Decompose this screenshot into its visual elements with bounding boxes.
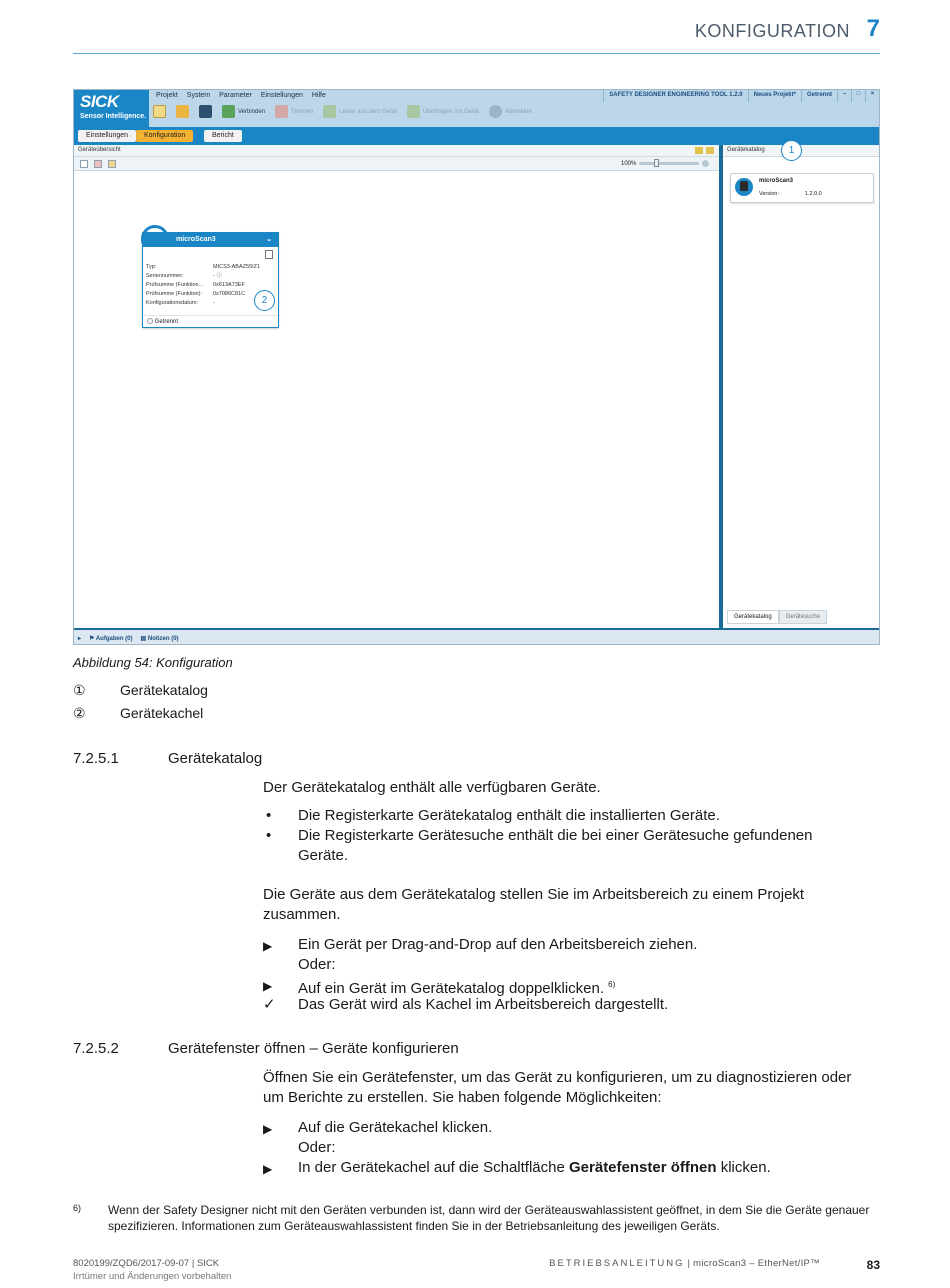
- transfer-icon: [407, 105, 420, 118]
- footer-doc-id: 8020199/ZQD6/2017-09-07 | SICK: [73, 1258, 220, 1269]
- step-marker: ▶: [263, 939, 273, 953]
- tile-device-name: microScan3: [176, 236, 216, 243]
- app-topbar: [74, 90, 879, 127]
- tile-row-key: Prüfsumme (Funktion...: [146, 282, 204, 288]
- minimize-button[interactable]: –: [837, 90, 851, 102]
- section1-paragraph: Die Geräte aus dem Gerätekatalog stellen Sie im Arbeitsbereich zu einem Projekt zusammen.: [263, 886, 805, 923]
- connection-status: Getrennt: [801, 90, 837, 102]
- open-device-window-icon[interactable]: [265, 250, 273, 259]
- tile-row-key: Seriennummer:: [146, 273, 184, 279]
- crumb-einstellungen[interactable]: Einstellungen: [78, 130, 136, 142]
- catalog-pane: [723, 145, 880, 628]
- footer-manual: [549, 1258, 820, 1269]
- step-text: Auf die Gerätekachel klicken.: [298, 1119, 493, 1136]
- crumb-bericht[interactable]: Bericht: [204, 130, 242, 142]
- bullet-text: Die Registerkarte Gerätesuche enthält die bei einer Gerätesuche gefundenen Geräte.: [298, 827, 813, 864]
- catalog-version: [759, 191, 822, 197]
- tile-status-label: Getrennt: [154, 319, 179, 325]
- tile-row: [146, 263, 278, 272]
- app-title: SAFETY DESIGNER ENGINEERING TOOL 1.2.0: [603, 90, 747, 102]
- disconnect-button[interactable]: [275, 105, 313, 118]
- project-name: Neues Projekt*: [748, 90, 801, 102]
- read-from-device-button[interactable]: [323, 105, 397, 118]
- result-item: [263, 995, 863, 1015]
- overview-tools: [74, 157, 719, 171]
- step-item: [263, 1158, 863, 1178]
- logo-sub: Sensor Intelligence.: [80, 113, 147, 120]
- footnote-ref[interactable]: 6): [608, 980, 616, 989]
- step-text: Ein Gerät per Drag-and-Drop auf den Arbeitsbereich ziehen.: [298, 936, 698, 953]
- section-number: 7.2.5.2: [73, 1040, 119, 1057]
- step-text-post: klicken.: [716, 1159, 771, 1176]
- connect-button[interactable]: [222, 105, 265, 118]
- save-project-button[interactable]: [199, 105, 212, 118]
- note-add-icon[interactable]: [706, 147, 714, 154]
- tile-row-value: -: [213, 300, 215, 306]
- chapter-number: 7: [866, 15, 880, 42]
- logout-label: Abmelden: [504, 108, 532, 115]
- section1-intro: Der Gerätekatalog enthält alle verfügbaren Geräte.: [263, 779, 601, 796]
- tile-row-value: - ⓘ: [213, 273, 222, 279]
- version-label: Version:: [759, 191, 779, 197]
- step-marker: ▶: [263, 979, 273, 993]
- menu-system[interactable]: System: [186, 92, 211, 99]
- notes-tab[interactable]: ▤ Notizen (0): [140, 635, 179, 642]
- title-info: [603, 90, 879, 102]
- catalog-device-name: microScan3: [759, 178, 794, 184]
- catalog-title: Gerätekatalog: [727, 147, 765, 153]
- tile-row-value: 0x613A73EF: [213, 282, 245, 288]
- section-heading: [73, 1040, 459, 1057]
- zoom-thumb[interactable]: [654, 159, 659, 167]
- menu-einstellungen[interactable]: Einstellungen: [260, 92, 303, 99]
- step-marker: ▶: [263, 1162, 273, 1176]
- step-item: [263, 935, 863, 975]
- chevron-down-icon[interactable]: ⌄: [266, 236, 272, 243]
- step-item: [263, 1118, 863, 1158]
- software-screenshot: [73, 89, 880, 645]
- tile-row-value: MICS3-ABAZ55IZ1: [213, 264, 261, 270]
- menu-parameter[interactable]: Parameter: [219, 92, 252, 99]
- legend-item: [73, 682, 208, 699]
- footnote-mark: 6): [73, 1203, 82, 1213]
- catalog-tabs: [727, 610, 827, 624]
- step-text-bold: Gerätefenster öffnen: [569, 1159, 717, 1176]
- tile-view-icon[interactable]: [80, 160, 88, 168]
- toolbar: [153, 105, 532, 118]
- zoom-slider[interactable]: [639, 162, 699, 165]
- check-icon: ✓: [263, 996, 276, 1013]
- bullet-text: Die Registerkarte Gerätekatalog enthält die installierten Geräte.: [298, 807, 720, 824]
- delete-icon[interactable]: [94, 160, 102, 168]
- breadcrumb: [74, 127, 879, 145]
- legend-label: Gerätekatalog: [120, 682, 208, 698]
- read-label: Lesen aus dem Gerät: [339, 108, 397, 115]
- tab-geraetekatalog[interactable]: Gerätekatalog: [727, 610, 779, 624]
- callout-2: 2: [254, 290, 275, 311]
- open-project-button[interactable]: [176, 105, 189, 118]
- section-title: Gerätefenster öffnen – Geräte konfigurieren: [168, 1040, 459, 1057]
- zoom-control: [621, 160, 709, 167]
- tab-geraetesuche[interactable]: Gerätesuche: [779, 610, 827, 624]
- transfer-label: Übertragen ins Gerät: [422, 108, 479, 115]
- tile-row: [146, 272, 278, 281]
- read-icon: [323, 105, 336, 118]
- zoom-level: 100%: [621, 160, 637, 167]
- tasks-label: Aufgaben (0): [95, 635, 133, 642]
- bullet-item: [263, 826, 863, 866]
- overview-title: Geräteübersicht: [78, 147, 121, 153]
- menu-projekt[interactable]: Projekt: [156, 92, 178, 99]
- tile-row-key: Typ:: [146, 264, 157, 270]
- connect-icon: [222, 105, 235, 118]
- bullet-marker: •: [266, 827, 272, 844]
- menu-bar: [156, 92, 326, 99]
- add-device-icon[interactable]: [108, 160, 116, 168]
- device-overview-pane: [74, 145, 719, 628]
- sick-logo: [74, 90, 149, 127]
- footer-manual-label: BETRIEBSANLEITUNG: [549, 1258, 685, 1269]
- callout-1: 1: [781, 140, 802, 161]
- tile-status: [143, 315, 278, 327]
- legend-marker: ②: [73, 705, 86, 721]
- legend-item: [73, 705, 203, 722]
- new-project-button[interactable]: [153, 105, 166, 118]
- section-number: 7.2.5.1: [73, 750, 119, 767]
- notes-label: Notizen (0): [147, 635, 179, 642]
- folder-icon: [176, 105, 189, 118]
- disconnect-label: Trennen: [291, 108, 314, 115]
- tile-row: [146, 281, 278, 290]
- overview-header: [74, 145, 719, 157]
- figure-caption: Abbildung 54: Konfiguration: [73, 655, 233, 670]
- legend-label: Gerätekachel: [120, 705, 204, 721]
- section-heading: [73, 750, 262, 767]
- close-button[interactable]: ×: [865, 90, 879, 102]
- user-icon: [489, 105, 502, 118]
- transfer-to-device-button[interactable]: [407, 105, 479, 118]
- bullet-marker: •: [266, 807, 272, 824]
- tile-row-key: Prüfsumme (Funktion):: [146, 291, 202, 297]
- zoom-fit-icon[interactable]: [702, 160, 709, 167]
- tile-row-value: 0x7086C81C: [213, 291, 246, 297]
- chapter-title: KONFIGURATION: [694, 21, 850, 41]
- tasks-tab[interactable]: ⚑ Aufgaben (0): [89, 635, 133, 642]
- step-oder: Oder:: [298, 1139, 336, 1156]
- logout-button[interactable]: [489, 105, 532, 118]
- step-oder: Oder:: [298, 956, 336, 973]
- page-number: 83: [866, 1258, 880, 1272]
- tile-row-key: Konfigurationsdatum:: [146, 300, 198, 306]
- result-text: Das Gerät wird als Kachel im Arbeitsbereich dargestellt.: [298, 996, 669, 1013]
- page-header: [73, 14, 880, 54]
- version-value: 1.2.0.0: [804, 191, 822, 197]
- expand-icon[interactable]: ▸: [78, 635, 82, 642]
- maximize-button[interactable]: □: [851, 90, 865, 102]
- bullet-item: [263, 806, 863, 826]
- section-title: Gerätekatalog: [168, 750, 263, 767]
- logo-main: SICK: [80, 92, 119, 111]
- footnote: [73, 1202, 873, 1234]
- device-tile[interactable]: [142, 232, 279, 328]
- bottom-bar: [74, 628, 879, 645]
- footer-disclaimer: Irrtümer und Änderungen vorbehalten: [73, 1271, 232, 1282]
- save-icon: [199, 105, 212, 118]
- footnote-text: Wenn der Safety Designer nicht mit den Geräten verbunden ist, dann wird der Geräteauswahlassistent geöffnet, in dem Sie die Geräte genauer spezifizieren. Informationen zum Geräteauswahlassistent finden Sie in der Betriebsanleitung des jeweiligen Geräts.: [108, 1203, 870, 1233]
- scanner-icon: [735, 178, 753, 196]
- footer-product: | microScan3 – EtherNet/IP™: [684, 1258, 820, 1269]
- menu-hilfe[interactable]: Hilfe: [311, 92, 326, 99]
- status-dot-icon: [147, 318, 153, 324]
- section2-intro: Öffnen Sie ein Gerätefenster, um das Gerät zu konfigurieren, um zu diagnostizieren oder um Berichte zu erstellen. Sie haben folgende Möglichkeiten:: [263, 1069, 852, 1106]
- step-marker: ▶: [263, 1122, 273, 1136]
- catalog-device-card[interactable]: [730, 173, 874, 203]
- new-icon: [153, 105, 166, 118]
- crumb-konfiguration[interactable]: Konfiguration: [136, 130, 193, 142]
- step-text-pre: In der Gerätekachel auf die Schaltfläche: [298, 1159, 569, 1176]
- tile-header: [143, 233, 278, 247]
- disconnect-icon: [275, 105, 288, 118]
- note-icon[interactable]: [695, 147, 703, 154]
- step-text: Auf ein Gerät im Gerätekatalog doppelklicken.: [298, 980, 604, 997]
- connect-label: Verbinden: [238, 108, 266, 115]
- legend-marker: ①: [73, 682, 86, 698]
